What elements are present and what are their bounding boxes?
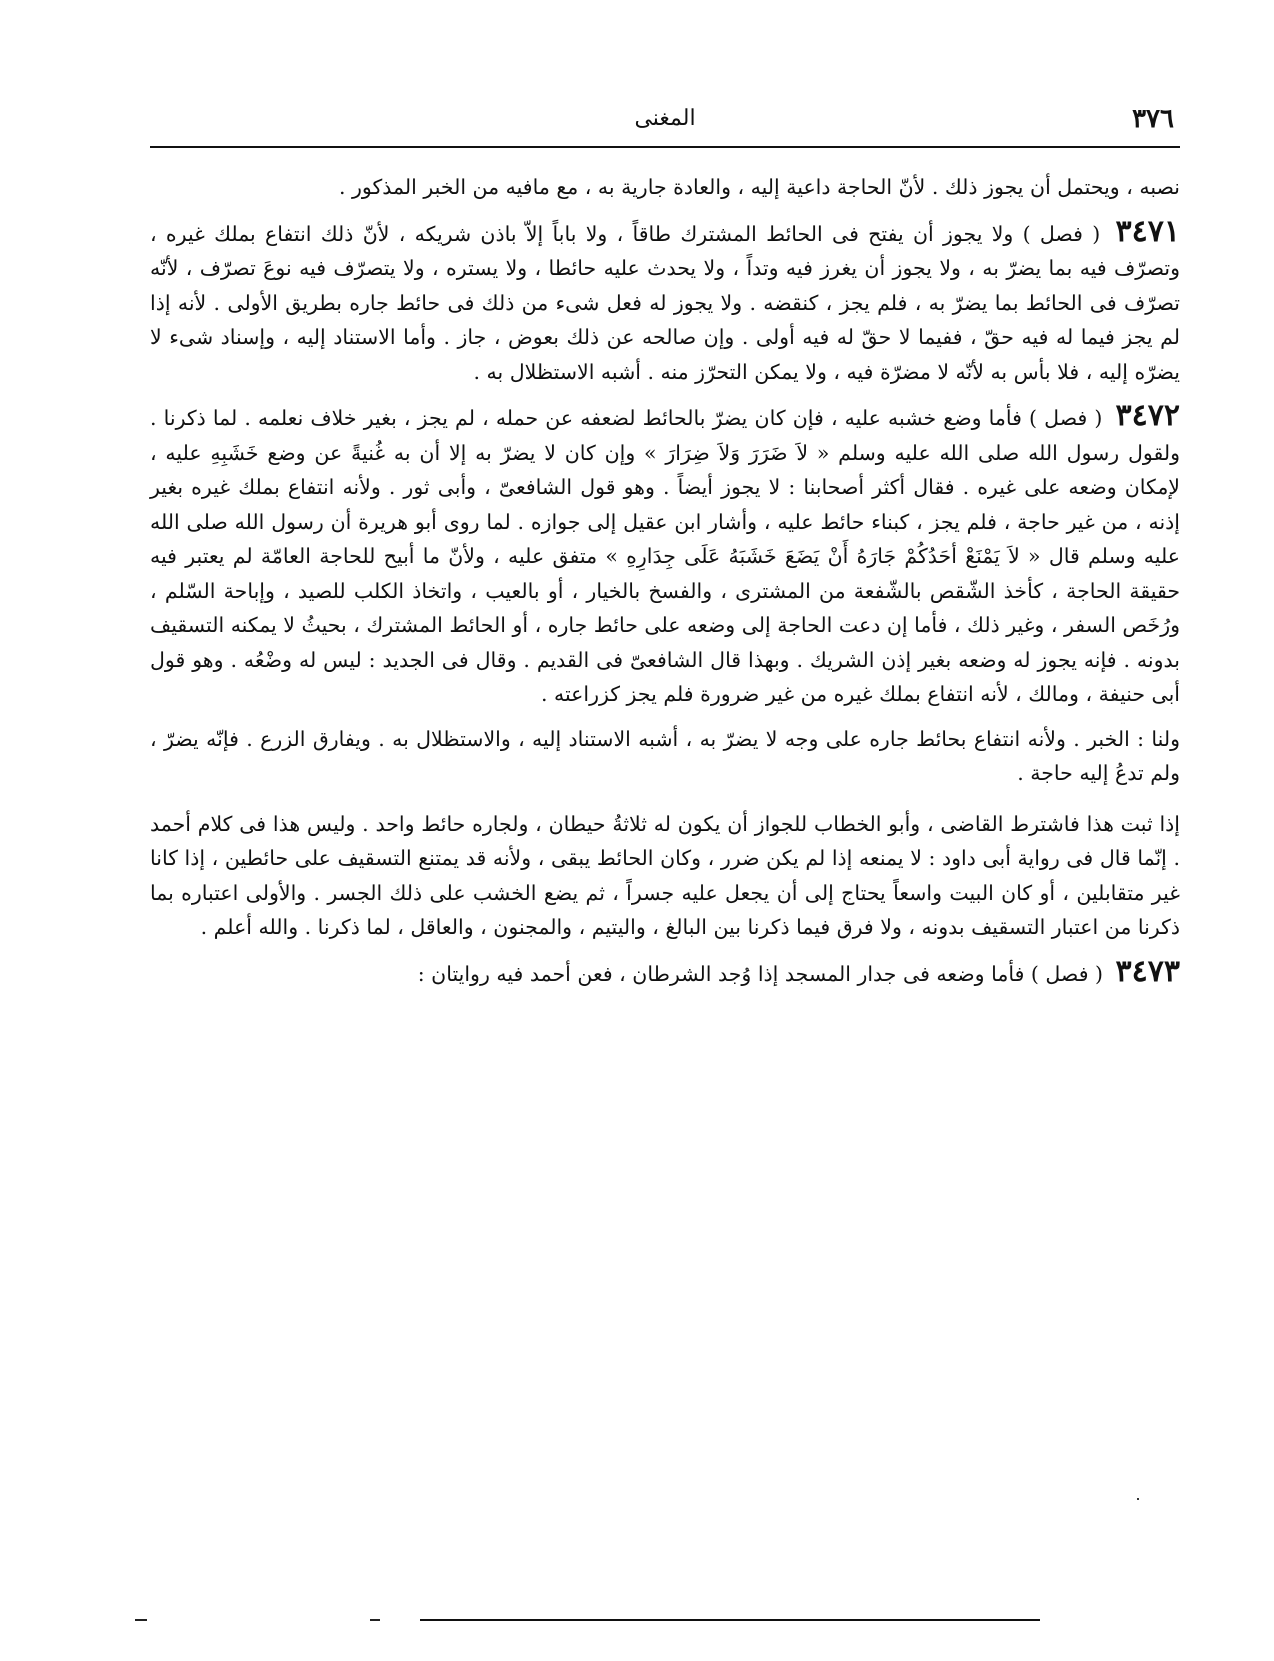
running-title: المغنى (634, 106, 696, 131)
footer-rule (420, 1619, 1040, 1621)
section-number: ٣٤٧١ (1115, 213, 1180, 249)
paragraph-our-view (150, 722, 1180, 791)
paragraph-text: ( فصل ) فأما وضع خشبه عليه ، فإن كان يضرّ بالحائط لضعفه عن حمله ، لم يجز ، بغير خلاف نعلمه . لما ذكرنا . ولقول رسول الله صلى الله عليه وسلم « لاَ ضَرَرَ وَلاَ ضِرَارَ » وإن كان لا يضرّ به إلا أن به غُنيةً عن وضع خَشَبِهِ عليه ، لإمكان وضعه على غيره . فقال أكثر أصحابنا : لا يجوز أيضاً . وهو قول الشافعىّ ، وأبى ثور . ولأنه انتفاع بملك غيره بغير إذنه ، من غير حاجة ، فلم يجز ، كبناء حائط عليه ، وأشار ابن عقيل إلى جوازه . لما روى أبو هريرة أن رسول الله صلى الله عليه وسلم قال « لاَ يَمْنَعْ أحَدُكُمْ جَارَهُ أَنْ يَضَعَ خَشَبَهُ عَلَى جِدَارِهِ » متفق عليه ، ولأنّ ما أبيح للحاجة العامّة لم يعتبر فيه حقيقة الحاجة ، كأخذ الشّقص بالشّفعة من المشترى ، والفسخ بالخيار ، أو بالعيب ، واتخاذ الكلب للصيد ، وإباحة السّلم ، ورُخَص السفر ، وغير ذلك ، فأما إن دعت الحاجة إلى وضعه على حائط جاره ، أو الحائط المشترك ، بحيثُ لا يمكنه التسقيف بدونه . فإنه يجوز له وضعه بغير إذن الشريك . وبهذا قال الشافعىّ فى القديم . وقال فى الجديد : ليس له وضْعُه . وهو قول أبى حنيفة ، ومالك ، لأنه انتفاع بملك غيره من غير ضرورة فلم يجز كزراعته . (149, 406, 1180, 706)
page-body (150, 170, 1180, 991)
paragraph-continuation (150, 170, 1180, 205)
page-header (150, 100, 1180, 150)
paragraph-text: ولنا : الخبر . ولأنه انتفاع بحائط جاره على وجه لا يضرّ به ، أشبه الاستناد إليه ، والاستظلال به . ويفارق الزرع . فإنّه يضرّ ، ولم تدعُ إليه حاجة . (150, 726, 1180, 785)
scan-speck (1137, 1498, 1139, 1500)
section-number: ٣٤٧٢ (1115, 398, 1180, 433)
paragraph-text: إذا ثبت هذا فاشترط القاضى ، وأبو الخطاب للجواز أن يكون له ثلاثةُ حيطان ، ولجاره حائط واحد . وليس هذا فى كلام أحمد . إنّما قال فى رواية أبى داود : لا يمنعه إذا لم يكن ضرر ، وكان الحائط يبقى ، ولأنه قد يمتنع التسقيف على حائطين ، إذا كانا غير متقابلين ، أو كان البيت واسعاً يحتاج إلى أن يجعل عليه جسراً ، ثم يضع الخشب على ذلك الجسر . والأولى اعتباره بما ذكرنا من اعتبار التسقيف بدونه ، ولا فرق فيما ذكرنا بين البالغ ، واليتيم ، والمجنون ، والعاقل ، لما ذكرنا . والله أعلم . (150, 811, 1180, 939)
footer-dash-left (135, 1619, 147, 1621)
paragraph-text: نصبه ، ويحتمل أن يجوز ذلك . لأنّ الحاجة داعية إليه ، والعادة جارية به ، مع مافيه من الخبر المذكور . (338, 175, 1180, 199)
section-3471 (150, 215, 1180, 390)
paragraph-conditions (150, 807, 1180, 945)
section-3472 (150, 399, 1180, 712)
page-number: ٣٧٦ (1132, 104, 1174, 134)
footer-dash-mid (370, 1619, 380, 1621)
section-number: ٣٤٧٣ (1115, 953, 1180, 989)
section-3473 (150, 955, 1180, 992)
header-rule (150, 146, 1180, 148)
paragraph-text: ( فصل ) فأما وضعه فى جدار المسجد إذا وُجد الشرطان ، فعن أحمد فيه روايتان : (417, 961, 1104, 986)
paragraph-text: ( فصل ) ولا يجوز أن يفتح فى الحائط المشترك طاقاً ، ولا باباً إلاّ باذن شريكه ، لأنّ ذلك انتفاع بملك غيره ، وتصرّف فيه بما يضرّ به ، ولا يجوز أن يغرز فيه وتداً ، ولا يحدث عليه حائطا ، ولا يستره ، ولا يتصرّف فيه نوعَ تصرّف ، لأنّه تصرّف فى الحائط بما يضرّ به ، فلم يجز ، كنقضه . ولا يجوز له فعل شىء من ذلك فى حائط جاره بطريق الأولى . لأنه إذا لم يجز فيما له فيه حقّ ، ففيما لا حقّ له فيه أولى . وإن صالحه عن ذلك بعوض ، جاز . وأما الاستناد إليه ، وإسناد شىء لا يضرّه إليه ، فلا بأس به لأنّه لا مضرّة فيه ، ولا يمكن التحرّز منه . أشبه الاستظلال به . (150, 221, 1180, 384)
